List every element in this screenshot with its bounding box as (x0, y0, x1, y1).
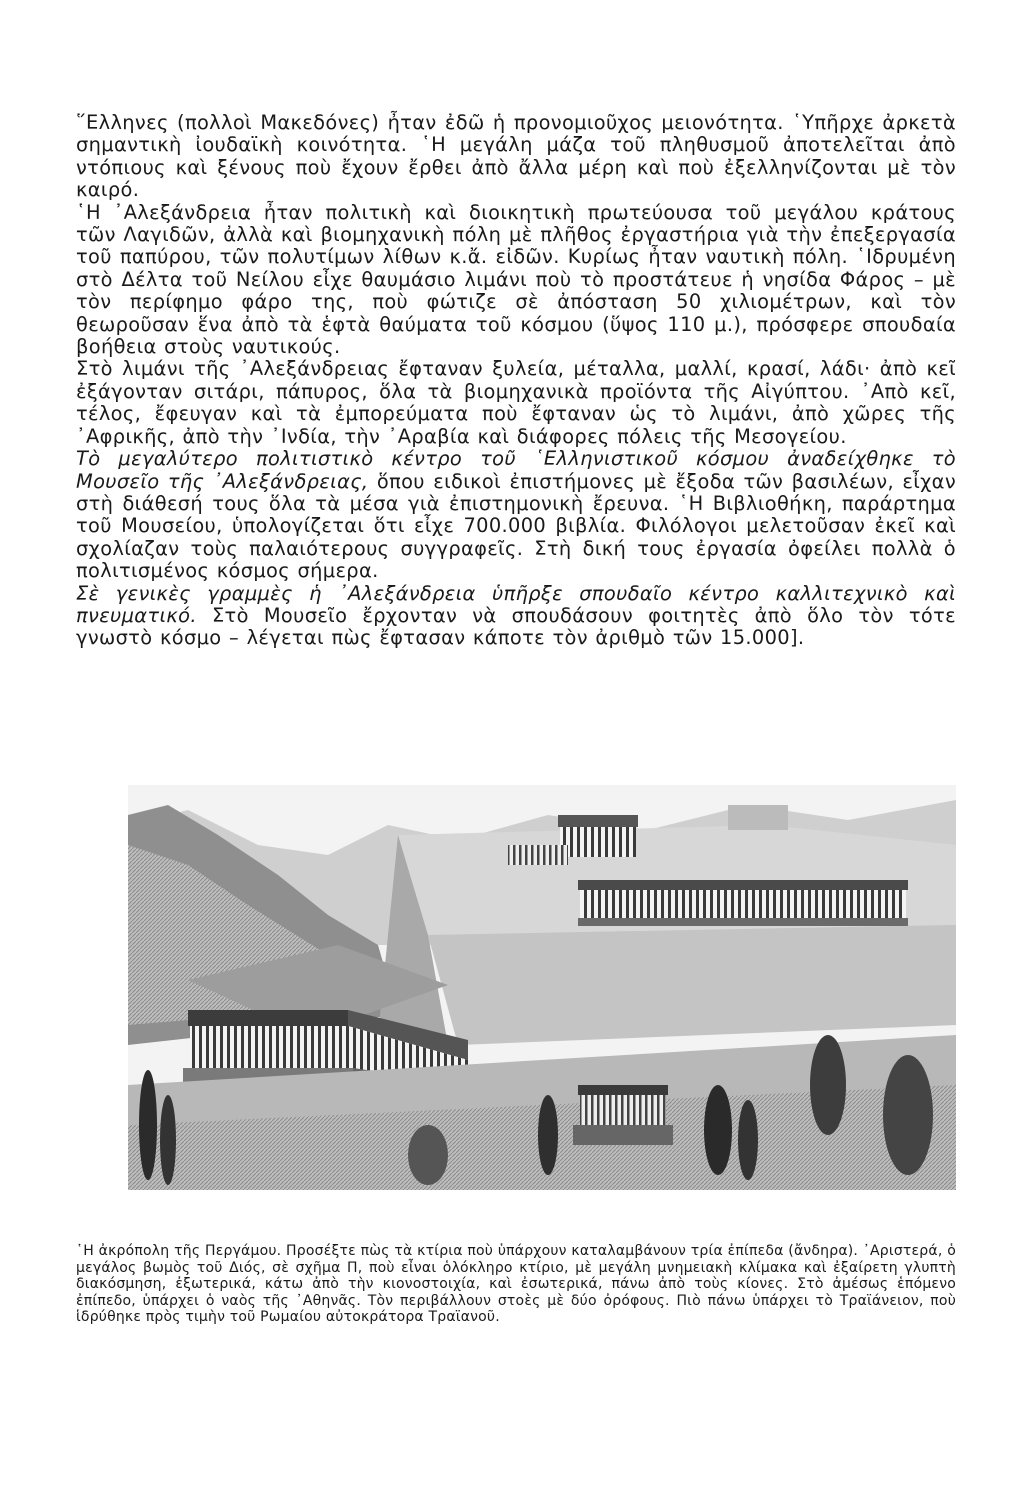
paragraph-3 (76, 358, 956, 448)
paragraph-text: Στὸ λιμάνι τῆς ᾿Αλεξάνδρειας ἔφταναν ξυλεία, μέταλλα, μαλλί, κρασί, λάδι· ἀπὸ κεῖ ἐξάγονταν σιτάρι, πάπυρος, ὅλα τὰ βιομηχανικὰ προϊόντα τῆς Αἰγύπτου. ᾿Απὸ κεῖ, τέλος, ἔφευγαν καὶ τὰ ἐμπορεύματα ποὺ ἔφταναν ὡς τὸ λιμάνι, ἀπὸ χῶρες τῆς ᾿Αφρικῆς, ἀπὸ τὴν ᾿Ινδία, τὴν ᾿Αραβία καὶ διάφορες πόλεις τῆς Μεσογείου. (76, 357, 956, 448)
paragraph-text: Στὸ Μουσεῖο ἔρχονταν νὰ σπουδάσουν φοιτητὲς ἀπὸ ὅλο τὸν τότε γνωστὸ κόσμο – λέγεται πὼς ἔφτασαν κάποτε τὸν ἀριθμὸ τῶν 15.000]. (76, 603, 956, 650)
paragraph-2 (76, 202, 956, 359)
body-text (76, 112, 956, 650)
pergamon-acropolis-illustration (128, 785, 956, 1190)
paragraph-4 (76, 448, 956, 582)
paragraph-italic-text: Τὸ μεγαλύτερο πολιτιστικὸ κέντρο τοῦ ῾Ελληνιστικοῦ κόσμου ἀναδείχθηκε τὸ Μουσεῖο τῆς ᾿Αλεξάνδρειας, (76, 447, 956, 493)
paragraph-1 (76, 112, 956, 202)
paragraph-5 (76, 583, 956, 650)
paragraph-text: ῾Η ᾿Αλεξάνδρεια ἦταν πολιτικὴ καὶ διοικητικὴ πρωτεύουσα τοῦ μεγάλου κράτους τῶν Λαγιδῶν, ἀλλὰ καὶ βιομηχανικὴ πόλη μὲ πλῆθος ἐργαστήρια γιὰ τὴν ἐπεξεργασία τοῦ παπύρου, τῶν πολυτίμων λίθων κ.ἄ. εἰδῶν. Κυρίως ἦταν ναυτικὴ πόλη. ῾Ιδρυμένη στὸ Δέλτα τοῦ Νείλου εἶχε θαυμάσιο λιμάνι ποὺ τὸ προστάτευε ἡ νησίδα Φάρος – μὲ τὸν περίφημο φάρο της, ποὺ φώτιζε σὲ ἀπόσταση 50 χιλιομέτρων, καὶ τὸν θεωροῦσαν ἕνα ἀπὸ τὰ ἑφτὰ θαύματα τοῦ κόσμου (ὕψος 110 μ.), πρόσφερε σπουδαία βοήθεια στοὺς ναυτικούς. (76, 200, 956, 359)
illustration-drawing (128, 785, 956, 1190)
paragraph-text: ὅπου ειδικοὶ ἐπιστήμονες μὲ ἔξοδα τῶν βασιλέων, εἶχαν στὴ διάθεσή τους ὅλα τὰ μέσα γιὰ ἐπιστημονικὴ ἔρευνα. ῾Η Βιβλιοθήκη, παράρτημα τοῦ Μουσείου, ὑπολογίζεται ὅτι εἶχε 700.000 βιβλία. Φιλόλογοι μελετοῦσαν ἐκεῖ καὶ σχολίαζαν τοὺς παλαιότερους συγγραφεῖς. Στὴ δική τους ἐργασία ὀφείλει πολλὰ ὁ πολιτισμένος κόσμος σήμερα. (76, 469, 956, 583)
paragraph-italic-text: Σὲ γενικὲς γραμμὲς ἡ ᾿Αλεξάνδρεια ὑπῆρξε σπουδαῖο κέντρο καλλιτεχνικὸ καὶ πνευματικό. (76, 581, 956, 627)
figure-caption: ῾Η ἀκρόπολη τῆς Περγάμου. Προσέξτε πὼς τὰ κτίρια ποὺ ὑπάρχουν καταλαμβάνουν τρία ἐπίπεδα (ἄνδηρα). ᾿Αριστερά, ὁ μεγάλος βωμὸς τοῦ Διός, σὲ σχῆμα Π, ποὺ εἶναι ὁλόκληρο κτίριο, μὲ μεγάλη μνημειακὴ κλίμακα καὶ ἐξαίρετη γλυπτὴ διακόσμηση, ἐξωτερικά, κάτω ἀπὸ τὴν κιονοστοιχία, καὶ ἐσωτερικά, πάνω ἀπὸ τοὺς κίονες. Στὸ ἀμέσως ἑπόμενο ἐπίπεδο, ὑπάρχει ὁ ναὸς τῆς ᾿Αθηνᾶς. Τὸν περιβάλλουν στοὲς μὲ δύο ὀρόφους. Πιὸ πάνω ὑπάρχει τὸ Τραϊάνειον, ποὺ ἱδρύθηκε πρὸς τιμὴν τοῦ Ρωμαίου αὐτοκράτορα Τραϊανοῦ. (76, 1243, 956, 1325)
paragraph-text: ῞Ελληνες (πολλοὶ Μακεδόνες) ἦταν ἐδῶ ἡ προνομιοῦχος μειονότητα. ῾Υπῆρχε ἀρκετὰ σημαντικὴ ἰουδαϊκὴ κοινότητα. ῾Η μεγάλη μάζα τοῦ πληθυσμοῦ ἀποτελεῖται ἀπὸ ντόπιους καὶ ξένους ποὺ ἔχουν ἔρθει ἀπὸ ἄλλα μέρη καὶ ποὺ ἐξελληνίζονται μὲ τὸν καιρό. (76, 111, 956, 202)
